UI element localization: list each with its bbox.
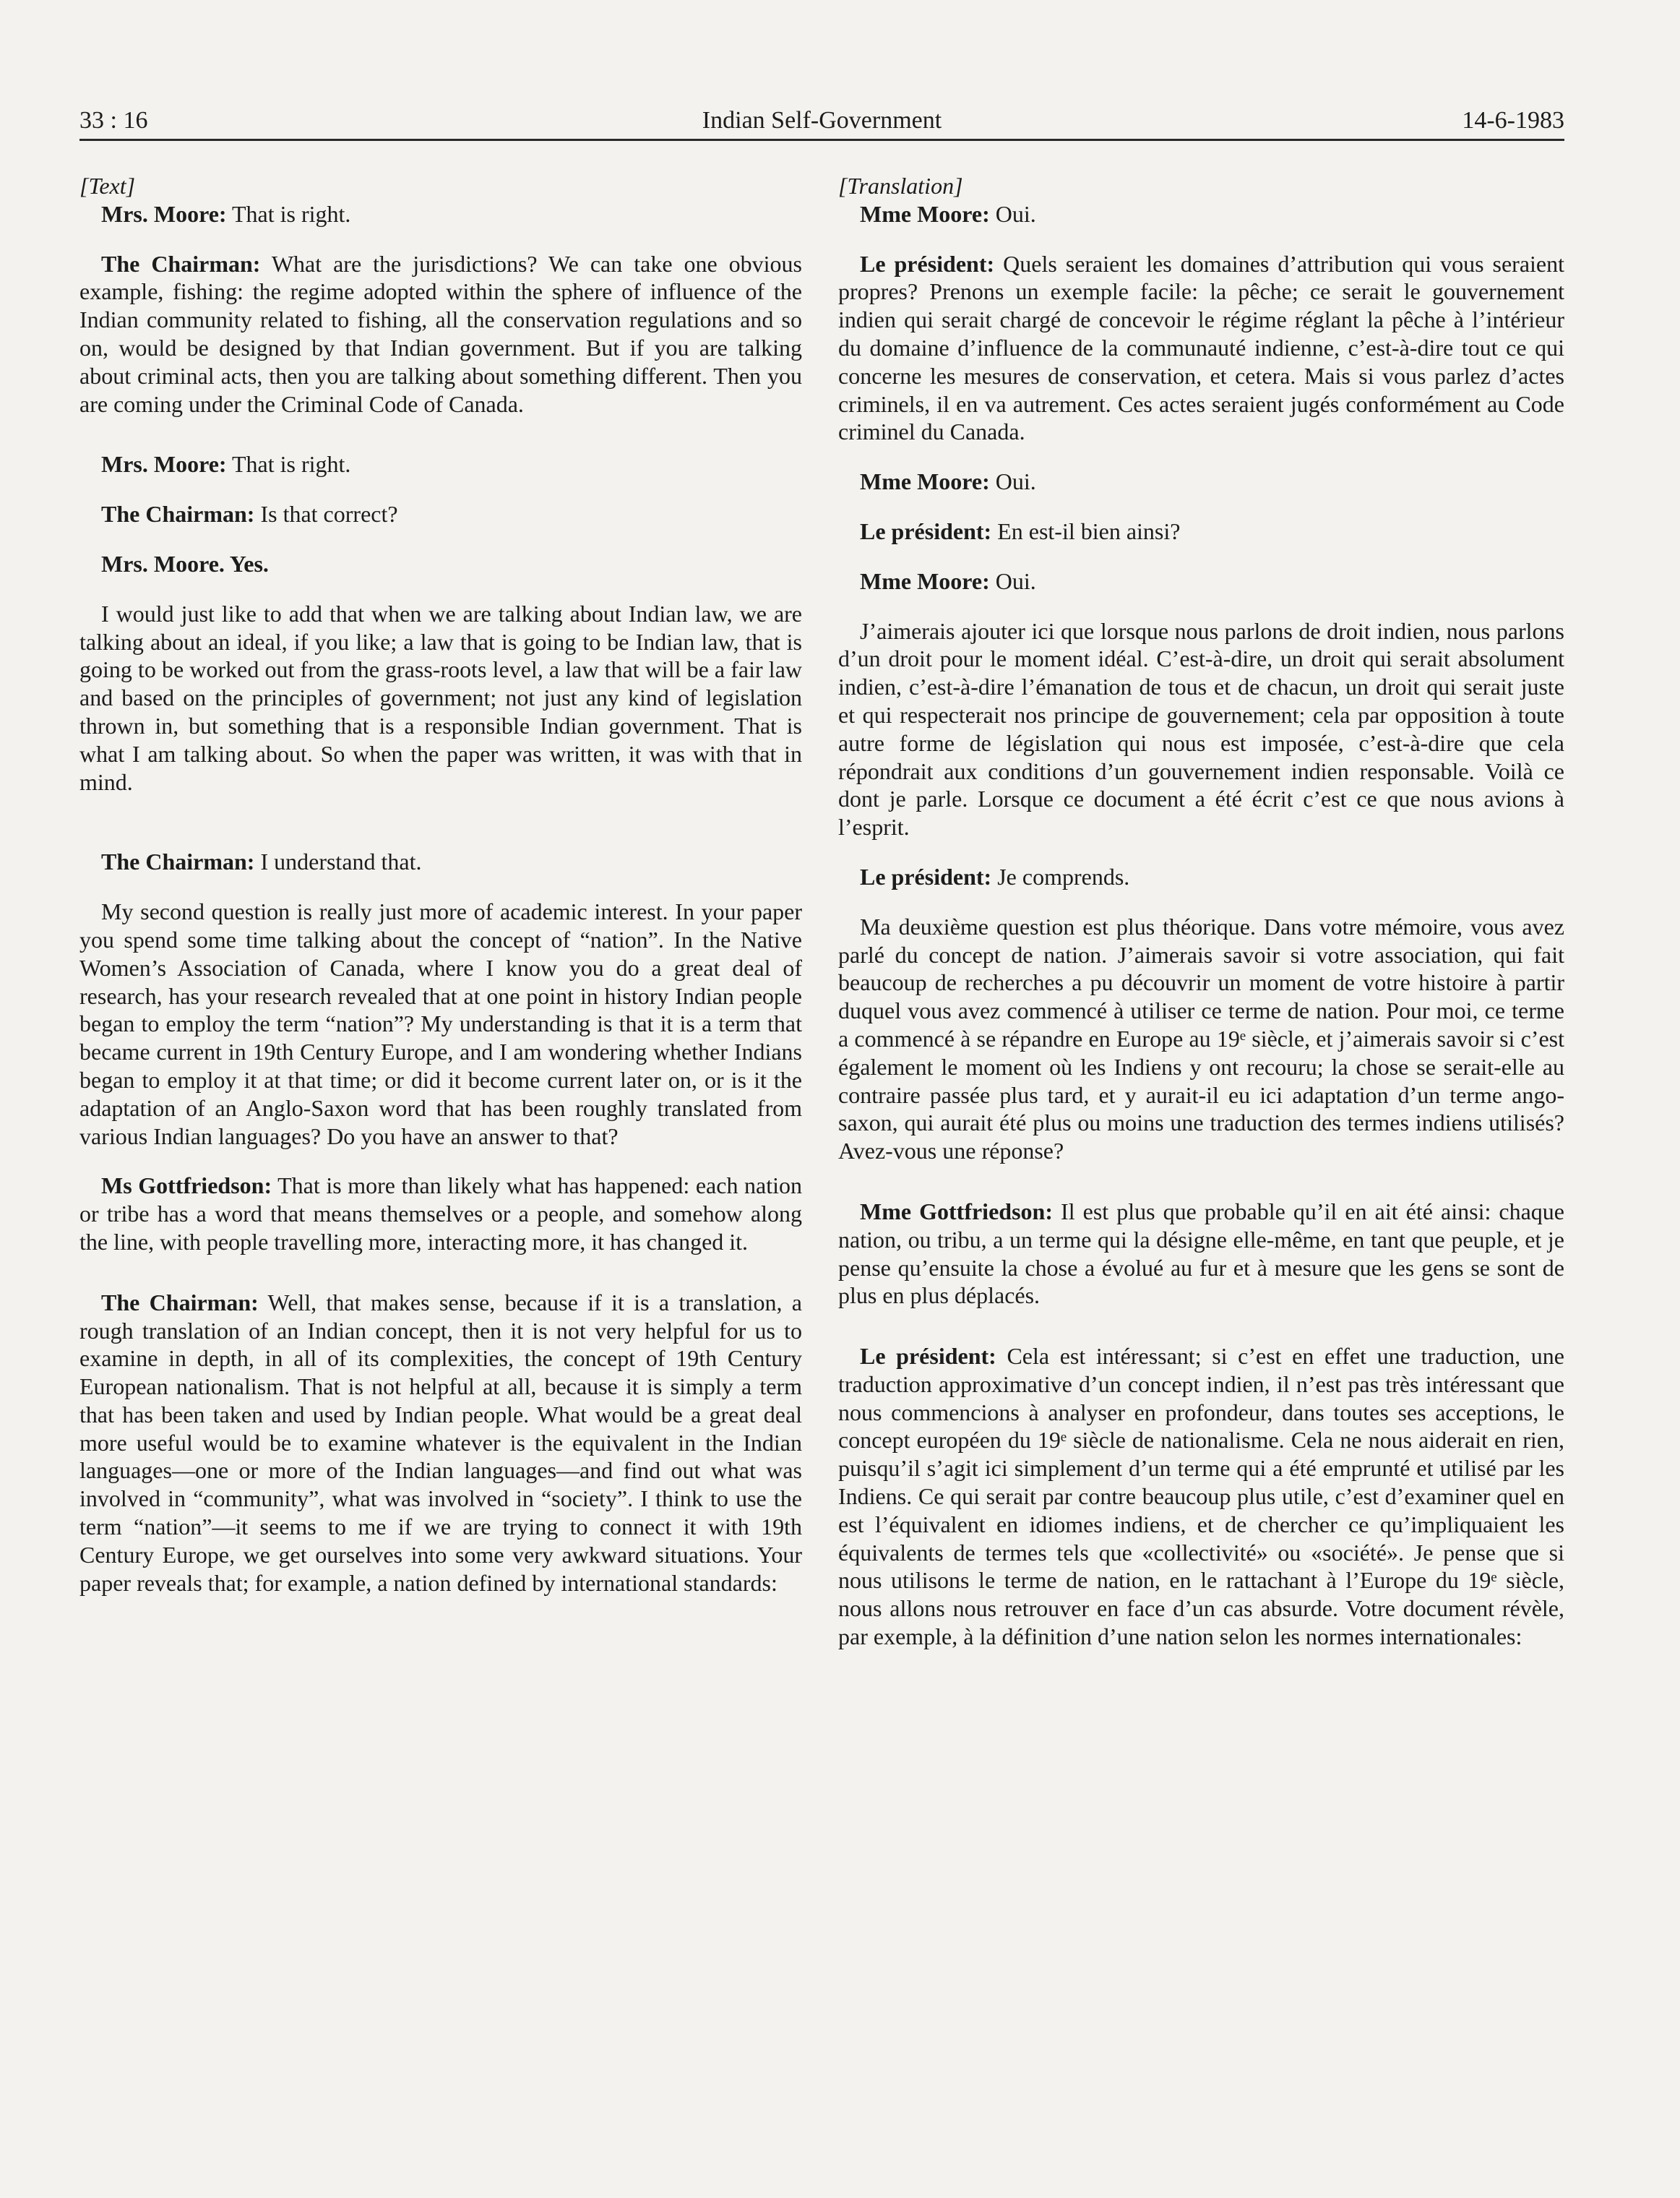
- paragraph: [838, 250, 1564, 447]
- paragraph: [79, 250, 802, 418]
- speaker: The Chairman:: [101, 1289, 259, 1315]
- page-header: [79, 101, 1564, 141]
- paragraph: [79, 500, 802, 528]
- speech: I understand that.: [254, 849, 422, 875]
- page-number: 33 : 16: [79, 107, 148, 134]
- speaker: The Chairman:: [101, 849, 255, 875]
- paragraph: [79, 200, 802, 228]
- speech: That is right.: [226, 200, 351, 227]
- french-column: [838, 172, 1564, 1651]
- speaker: Le président:: [860, 863, 992, 890]
- speaker: Mme Moore:: [860, 468, 990, 495]
- speech: What are the jurisdictions? We can take one obvious example, fishing: the regime adopted within the sphere of influence of the Indian community related to fishing, all the conservation regulations and so on, would be designed by that Indian government. But if you are talking about criminal acts, then you are talking about something different. Then you are coming under the Criminal Code of Canada.: [79, 250, 803, 417]
- speech: Quels seraient les domaines d’attribution qui vous seraient propres? Prenons un exemple facile: la pêche; ce serait le gouvernement indien qui serait chargé de concevoir le régime réglant la pêche à l’intérieur du domaine d’influence de la communauté indienne, c’est-à-dire tout ce qui concerne les mesures de conservation, et cetera. Mais si vous parlez d’actes criminels, il en va autrement. Ces actes seraient jugés conformément au Code criminel du Canada.: [838, 250, 1565, 445]
- speech: Je comprends.: [991, 863, 1130, 890]
- paragraph: [838, 200, 1564, 228]
- speaker: Le président:: [860, 1343, 996, 1370]
- paragraph: [838, 1342, 1564, 1651]
- paragraph: [838, 468, 1564, 496]
- paragraph: [79, 848, 802, 876]
- speaker: Ms Gottfriedson:: [101, 1172, 272, 1199]
- speech: Oui.: [989, 567, 1036, 594]
- speech: That is more than likely what has happened: each nation or tribe has a word that means themselves or a people, and somehow along the line, with people travelling more, interacting more, it has changed it.: [79, 1172, 803, 1255]
- paragraph: I would just like to add that when we are talking about Indian law, we are talking about an ideal, if you like; a law that is going to be Indian law, that is going to be worked out from the grass-roots level, a law that will be a fair law and based on the principles of government; not just any kind of legislation thrown in, but something that is a responsible Indian government. That is what I am talking about. So when the paper was written, it was with that in mind.: [79, 600, 802, 795]
- speaker: Le président:: [860, 250, 995, 277]
- speaker: Mrs. Moore. Yes.: [101, 550, 269, 577]
- section-label: [Translation]: [838, 173, 963, 199]
- speech: Well, that makes sense, because if it is a translation, a rough translation of an Indian concept, then it is not very helpful for us to examine in depth, in all of its complexities, the concept of 19th Century European nationalism. That is not helpful at all, because it is simply a term that has been taken and used by Indian people. What would be a great deal more useful would be to examine whatever is the equivalent in the Indian languages—one or more of the Indian languages—and find out what was involved in “community”, what was involved in “society”. I think to use the term “nation”—it seems to me if we are trying to connect it with 19th Century Europe, we get ourselves into some very awkward situations. Your paper reveals that; for example, a nation defined by international standards:: [79, 1289, 803, 1596]
- paragraph: [838, 863, 1564, 891]
- speech: En est-il bien ainsi?: [991, 518, 1181, 544]
- speaker: Mme Moore:: [860, 200, 990, 227]
- paragraph: [79, 450, 802, 478]
- speech: Il est plus que probable qu’il en ait été ainsi: chaque nation, ou tribu, a un terme qui la désigne elle-même, en tant que peuple, et je pense qu’ensuite la chose a évolué au fur et à mesure que les gens se sont de plus en plus déplacés.: [838, 1198, 1565, 1309]
- page-date: 14-6-1983: [1462, 107, 1564, 134]
- english-column: [79, 172, 802, 1597]
- speaker: Mrs. Moore:: [101, 451, 227, 478]
- paragraph: J’aimerais ajouter ici que lorsque nous parlons de droit indien, nous parlons d’un droit pour le moment idéal. C’est-à-dire, un droit qui serait absolument indien, c’est-à-dire l’émanation de tous et de chacun, un droit qui serait juste et qui respecterait nos principe de gouvernement; cela par opposition à toute autre forme de législation qui nous est imposée, c’est-à-dire que cela répondrait aux conditions d’un gouvernement indien responsable. Voilà ce dont je parle. Lorsque ce document a été écrit c’est ce que nous avions à l’esprit.: [838, 617, 1564, 841]
- speaker: Le président:: [860, 518, 992, 544]
- speech: Cela est intéressant; si c’est en effet une traduction, une traduction approximative d’un concept indien, il n’est pas très intéressant que nous commencions à analyser en profondeur, dans toutes ses acceptions, le concept européen du 19ᵉ siècle de nationalisme. Cela ne nous aiderait en rien, puisqu’il s’agit ici simplement d’un terme qui a été emprunté et utilisé par les Indiens. Ce qui serait par contre beaucoup plus utile, c’est d’examiner quel en est l’équivalent en idiomes indiens, et de chercher ce qu’impliquaient les équivalents de termes tels que «collectivité» ou «société». Je pense que si nous utilisons le terme de nation, en le rattachant à l’Europe du 19ᵉ siècle, nous allons nous retrouver en face d’un cas absurde. Votre document révèle, par exemple, à la définition d’une nation selon les normes internationales:: [838, 1343, 1565, 1650]
- paragraph: [79, 1172, 802, 1255]
- speaker: The Chairman:: [101, 501, 255, 528]
- speech: Oui.: [989, 468, 1036, 495]
- speech: That is right.: [226, 451, 351, 478]
- paragraph: [838, 1198, 1564, 1310]
- paragraph: [838, 567, 1564, 596]
- speaker: Mme Gottfriedson:: [860, 1198, 1053, 1224]
- paragraph: [79, 550, 802, 578]
- speaker: Mrs. Moore:: [101, 200, 227, 227]
- speech: Is that correct?: [254, 501, 398, 528]
- paragraph: My second question is really just more of academic interest. In your paper you spend some time talking about the concept of “nation”. In the Native Women’s Association of Canada, where I know you do a great deal of research, has your research revealed that at one point in history Indian people began to employ the term “nation”? My understanding is that it is a term that became current in 19th Century Europe, and I am wondering whether Indians began to employ it at that time; or did it become current later on, or is it the adaptation of an Anglo-Saxon word that has been roughly translated from various Indian languages? Do you have an answer to that?: [79, 898, 802, 1149]
- speaker: The Chairman:: [101, 250, 261, 277]
- speech: Oui.: [989, 200, 1036, 227]
- speaker: Mme Moore:: [860, 567, 990, 594]
- paragraph: [838, 518, 1564, 546]
- paragraph: [79, 1289, 802, 1597]
- section-label: [Text]: [79, 173, 136, 199]
- running-title: Indian Self-Government: [702, 107, 942, 134]
- paragraph: Ma deuxième question est plus théorique. Dans votre mémoire, vous avez parlé du concept de nation. J’aimerais savoir si votre association, qui fait beaucoup de recherches a pu découvrir un moment de votre histoire à partir duquel vous avez commencé à utiliser ce terme de nation. Pour moi, ce terme a commencé à se répandre en Europe au 19ᵉ siècle, et j’aimerais savoir si c’est également le moment où les Indiens y ont recouru; la chose se serait-elle au contraire passée plus tard, et y aurait-il eu ici adaptation d’un terme ango-saxon, qui aurait été plus ou moins une traduction des termes indiens utilisés? Avez-vous une réponse?: [838, 913, 1564, 1164]
